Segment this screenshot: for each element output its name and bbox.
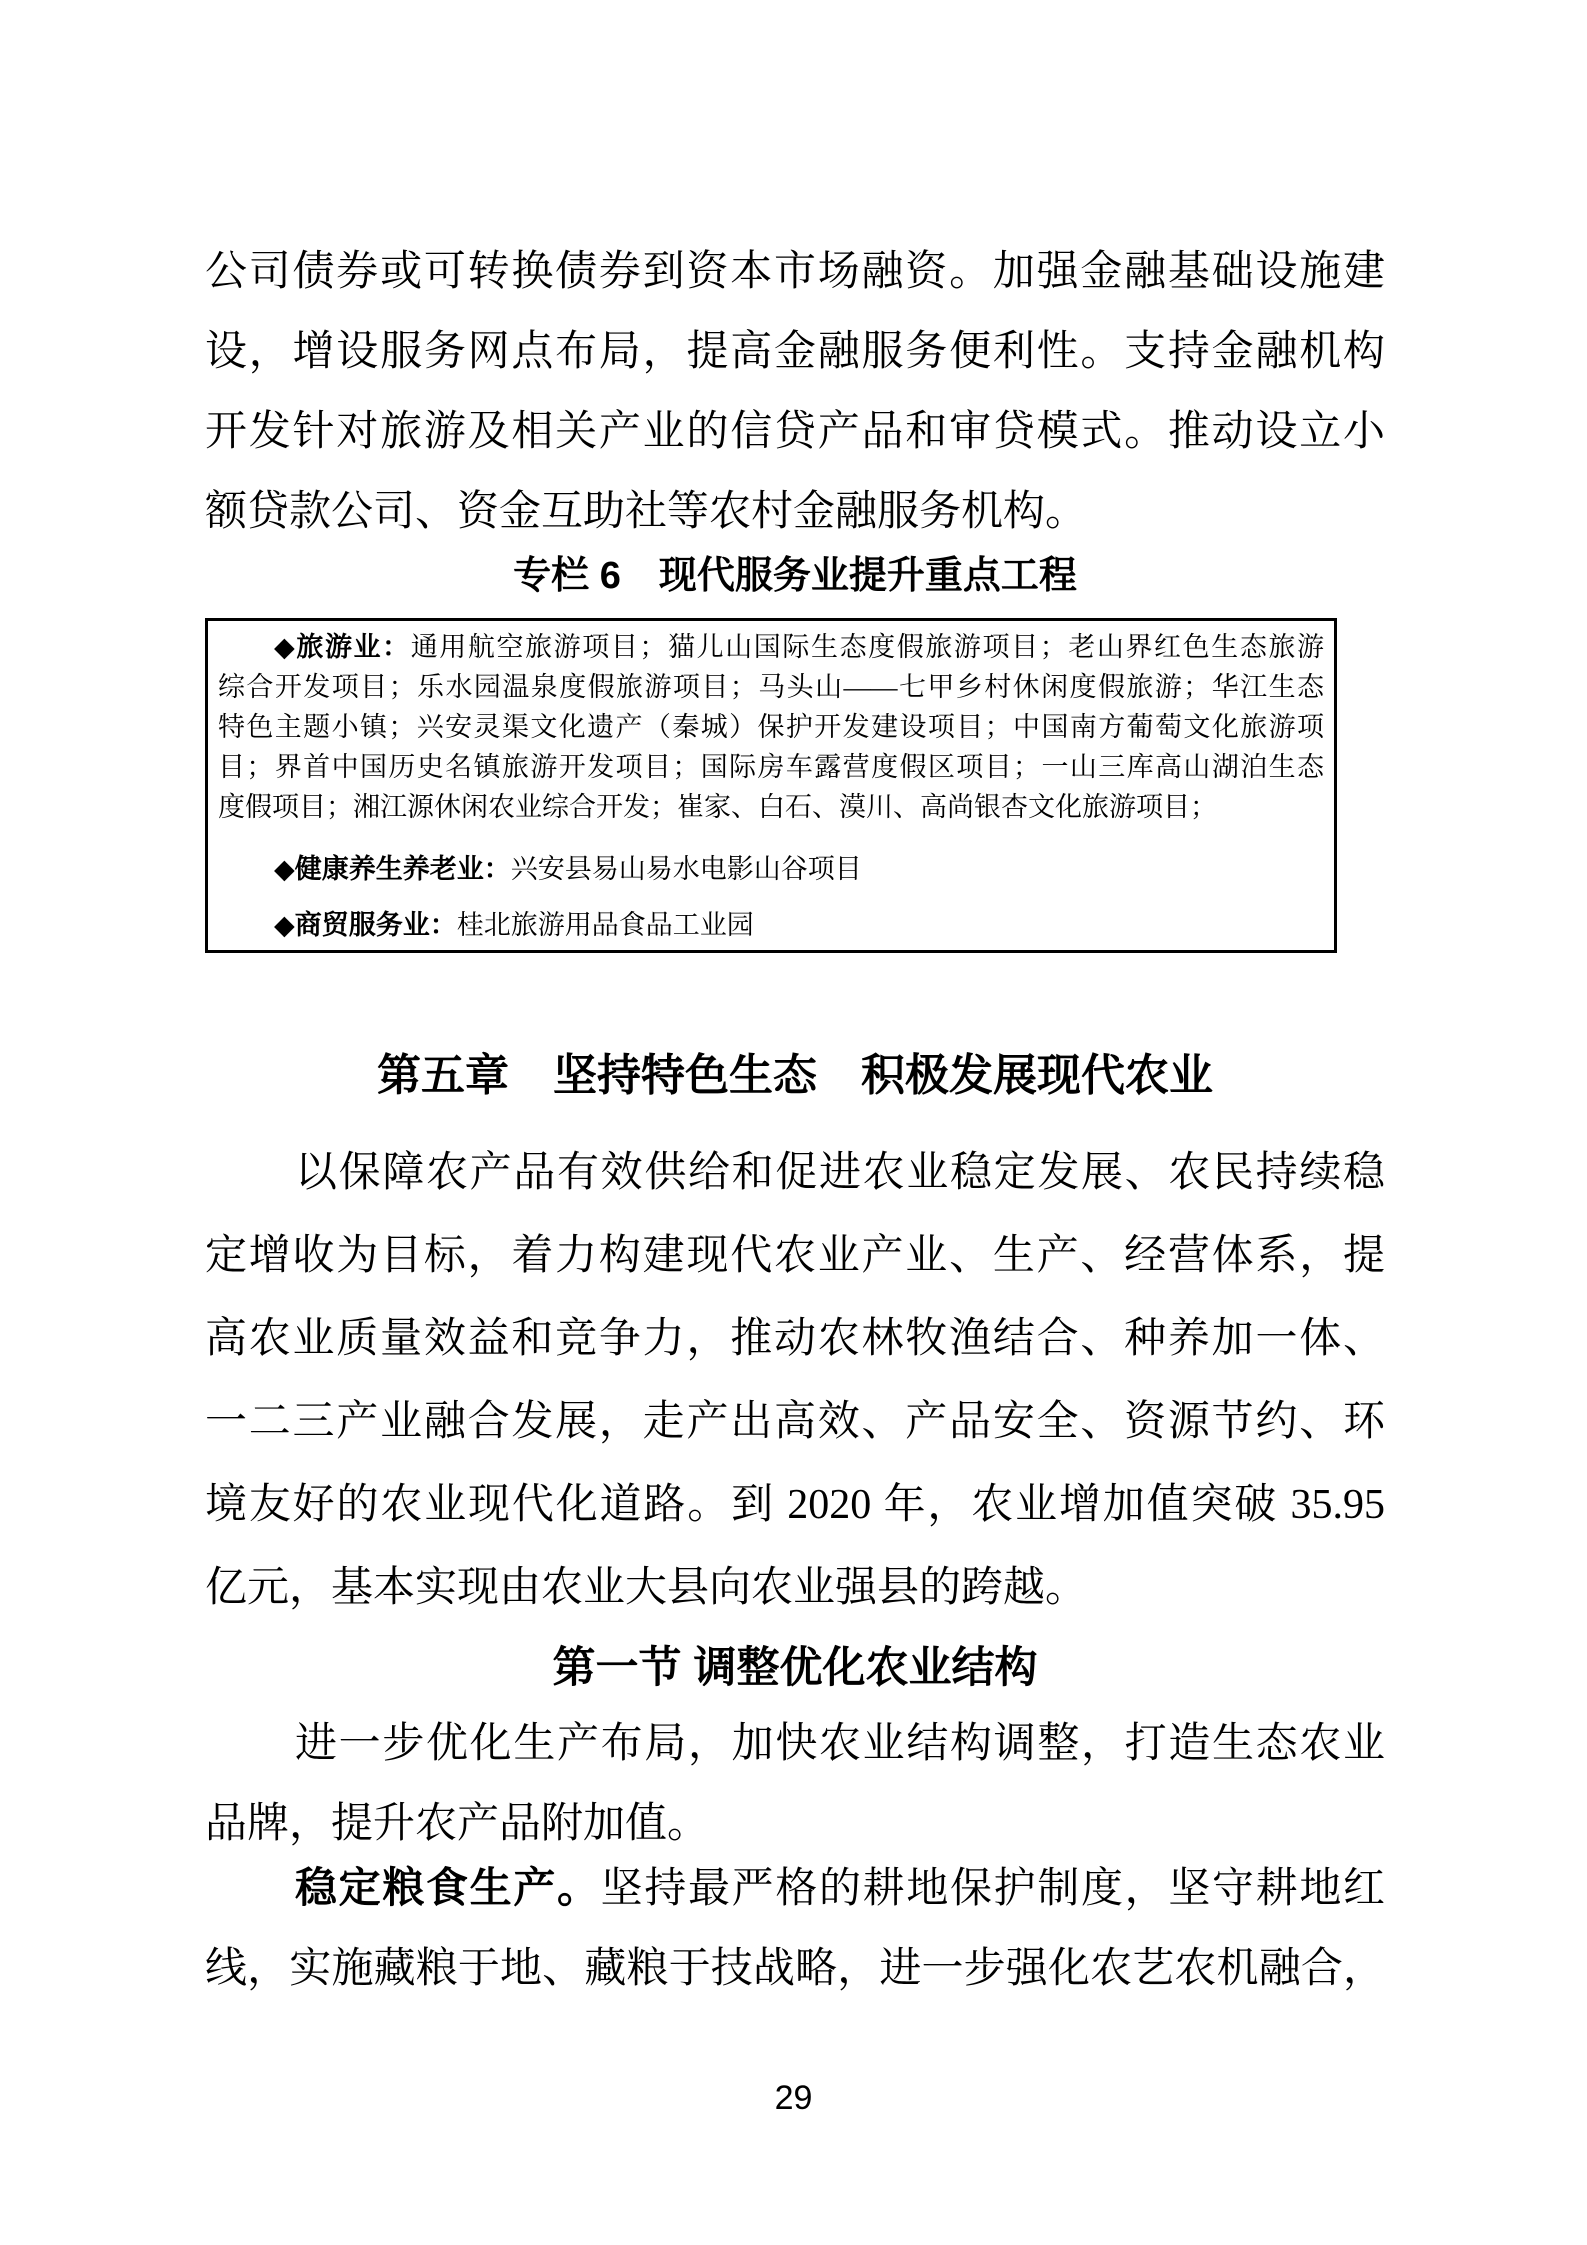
paragraph-text: 坚持最严格的耕地保护制度，坚守耕地红: [600, 1866, 1385, 1912]
box-item-trade: [218, 905, 1324, 945]
paragraph-line: 额贷款公司、资金互助社等农村金融服务机构。: [205, 489, 1088, 535]
paragraph-line: 品牌，提升农产品附加值。: [205, 1801, 710, 1847]
paragraph-line: 以保障农产品有效供给和促进农业稳定发展、农民持续稳: [295, 1150, 1385, 1196]
box-item-tourism-line: 目；界首中国历史名镇旅游开发项目；国际房车露营度假区项目；一山三库高山湖泊生态: [218, 752, 1324, 782]
intro-paragraph: [205, 232, 1385, 552]
paragraph-line: 高农业质量效益和竞争力，推动农林牧渔结合、种养加一体、: [205, 1316, 1385, 1362]
paragraph-line: 定增收为目标，着力构建现代农业产业、生产、经营体系，提: [205, 1233, 1385, 1279]
box-item-label: ◆健康养生养老业：: [274, 854, 511, 884]
paragraph-line: 进一步优化生产布局，加快农业结构调整，打造生态农业: [295, 1721, 1385, 1767]
paragraph-line: 设，增设服务网点布局，提高金融服务便利性。支持金融机构: [205, 329, 1385, 375]
column-box-title: 专栏 6 现代服务业提升重点工程: [513, 555, 1077, 597]
paragraph-line: 一二三产业融合发展，走产出高效、产品安全、资源节约、环: [205, 1399, 1385, 1445]
box-item-label: ◆商贸服务业：: [274, 910, 457, 940]
chapter-heading: 第五章 坚持特色生态 积极发展现代农业: [377, 1051, 1213, 1100]
paragraph-line: [205, 1848, 1385, 1929]
box-item-tourism-first-line: [218, 627, 1324, 667]
paragraph-line: 线，实施藏粮于地、藏粮于技战略，进一步强化农艺农机融合，: [205, 1946, 1385, 1992]
box-item-text: 桂北旅游用品食品工业园: [456, 910, 754, 940]
paragraph-line: 亿元，基本实现由农业大县向农业强县的跨越。: [205, 1565, 1088, 1611]
section-paragraph-2: [205, 1848, 1385, 2009]
box-item-label: ◆旅游业：: [274, 632, 411, 662]
box-item-tourism-line: 综合开发项目；乐水园温泉度假旅游项目；马头山——七甲乡村休闲度假旅游；华江生态: [218, 672, 1324, 702]
box-item-text: 兴安县易山易水电影山谷项目: [510, 854, 862, 884]
paragraph-bold-lead: 稳定粮食生产。: [295, 1864, 601, 1911]
box-item-text: 通用航空旅游项目；猫儿山国际生态度假旅游项目；老山界红色生态旅游: [410, 632, 1325, 662]
paragraph-line: 公司债券或可转换债券到资本市场融资。加强金融基础设施建: [205, 249, 1385, 295]
paragraph-line: 开发针对旅游及相关产业的信贷产品和审贷模式。推动设立小: [205, 409, 1385, 455]
page-number: 29: [774, 2079, 813, 2117]
box-item-tourism-line: 特色主题小镇；兴安灵渠文化遗产（秦城）保护开发建设项目；中国南方葡萄文化旅游项: [218, 712, 1324, 742]
paragraph-line: 境友好的农业现代化道路。到 2020 年，农业增加值突破 35.95: [205, 1482, 1385, 1528]
column-box: [205, 618, 1337, 953]
section-heading: 第一节 调整优化农业结构: [552, 1644, 1038, 1692]
section-paragraph-1: [205, 1704, 1385, 1864]
box-item-tourism-line: 度假项目；湘江源休闲农业综合开发；崔家、白石、漠川、高尚银杏文化旅游项目；: [218, 792, 1217, 822]
chapter-paragraph: [205, 1132, 1385, 1630]
box-item-health: [218, 849, 1324, 889]
